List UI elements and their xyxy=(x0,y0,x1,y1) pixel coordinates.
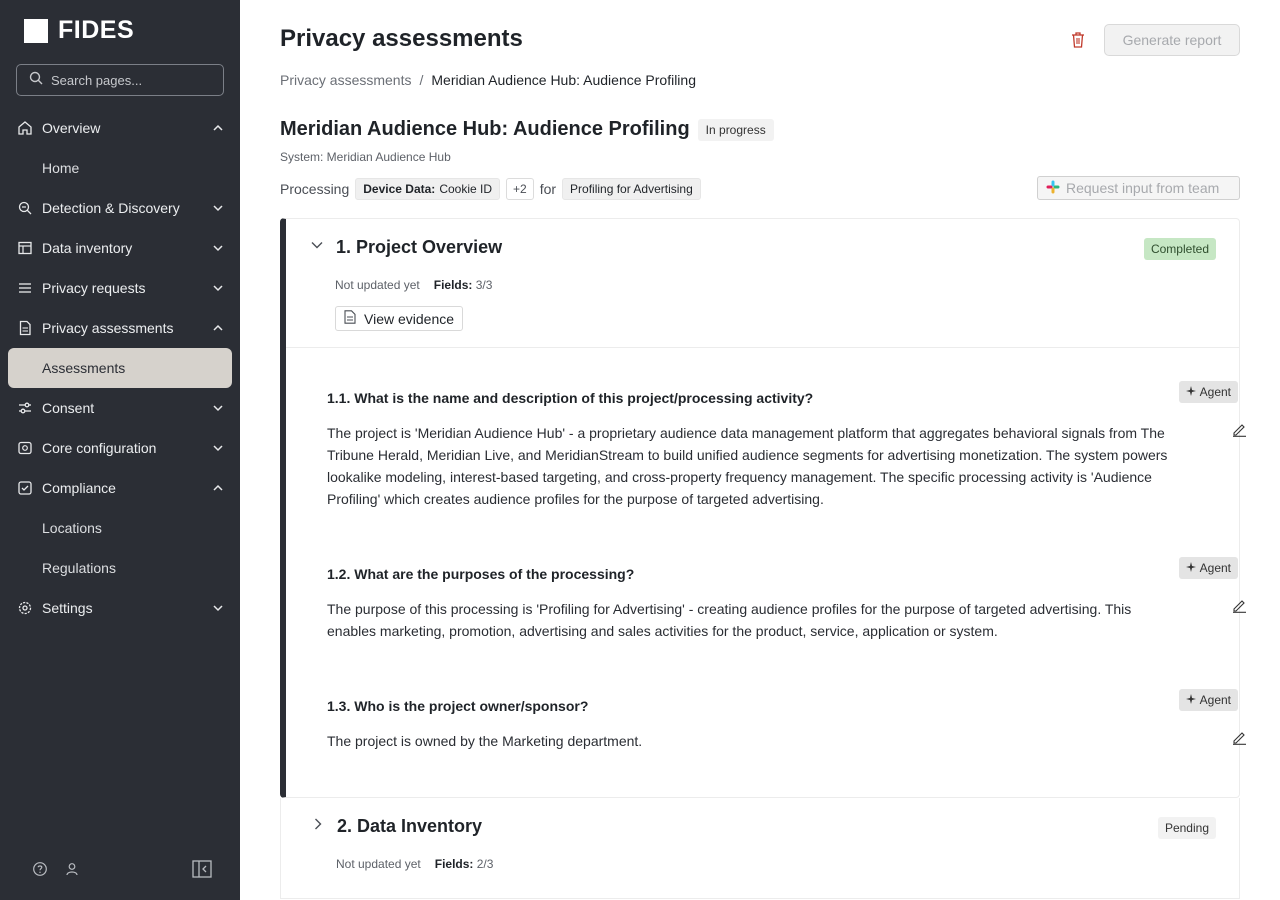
sidebar-item-assessments[interactable] xyxy=(8,348,232,388)
purpose-chip: Profiling for Advertising xyxy=(562,178,701,200)
sidebar-item-consent[interactable] xyxy=(0,388,240,428)
sidebar-item-label: Home xyxy=(42,160,80,176)
radar-icon xyxy=(16,199,34,217)
view-evidence-label: View evidence xyxy=(364,310,455,327)
sidebar-item-core-configuration[interactable] xyxy=(0,428,240,468)
sparkle-icon xyxy=(1186,385,1196,399)
sidebar-item-regulations[interactable] xyxy=(0,548,240,588)
sidebar-footer xyxy=(32,860,212,878)
sidebar-item-label: Compliance xyxy=(42,480,116,496)
assessment-header xyxy=(280,118,774,141)
answer-text: The purpose of this processing is 'Profiling for Advertising' - creating audience profiles for the purpose of targeted advertising. This enables marketing, promotion, advertising and sales activities for the product, service, application or system. xyxy=(327,601,1132,639)
list-icon xyxy=(16,279,34,297)
sidebar-item-home[interactable] xyxy=(0,148,240,188)
breadcrumb-separator: / xyxy=(419,72,424,88)
fields-count xyxy=(435,857,494,871)
question-title: 1.3. Who is the project owner/sponsor? xyxy=(327,698,589,714)
edit-icon[interactable] xyxy=(1232,730,1247,750)
fields-label: Fields: xyxy=(434,857,474,871)
sidebar-item-privacy-requests[interactable] xyxy=(0,268,240,308)
agent-badge xyxy=(1179,689,1238,711)
document-icon xyxy=(344,310,356,327)
sidebar-item-label: Assessments xyxy=(42,360,126,376)
collapse-sidebar-icon[interactable] xyxy=(192,860,212,878)
sidebar-item-label: Settings xyxy=(42,600,93,616)
request-input-button[interactable] xyxy=(1037,176,1240,200)
section-project-overview xyxy=(280,218,1240,798)
chevron-down-icon[interactable] xyxy=(212,241,224,257)
section-data-inventory xyxy=(280,798,1240,899)
search-input[interactable] xyxy=(51,73,221,88)
delete-icon[interactable] xyxy=(1070,31,1086,54)
sidebar-item-label: Privacy assessments xyxy=(42,320,174,336)
section-header[interactable] xyxy=(310,237,502,258)
system-label: System: Meridian Audience Hub xyxy=(280,150,451,164)
chevron-down-icon[interactable] xyxy=(310,238,324,257)
user-icon[interactable] xyxy=(64,861,80,877)
sidebar-item-label: Regulations xyxy=(42,560,116,576)
sidebar-nav xyxy=(0,108,240,628)
sidebar-item-label: Core configuration xyxy=(42,440,157,456)
chevron-up-icon[interactable] xyxy=(212,321,224,337)
sidebar-item-data-inventory[interactable] xyxy=(0,228,240,268)
divider xyxy=(286,347,1239,348)
sidebar-item-label: Locations xyxy=(42,520,102,536)
chevron-up-icon[interactable] xyxy=(212,121,224,137)
status-badge: Pending xyxy=(1158,817,1216,839)
edit-icon[interactable] xyxy=(1232,422,1247,442)
section-meta xyxy=(335,278,492,292)
agent-badge xyxy=(1179,381,1238,403)
sidebar xyxy=(0,0,240,900)
more-categories-chip[interactable]: +2 xyxy=(506,178,534,200)
checklist-icon xyxy=(16,479,34,497)
sidebar-item-overview[interactable] xyxy=(0,108,240,148)
sidebar-item-privacy-assessments[interactable] xyxy=(0,308,240,348)
page-title: Privacy assessments xyxy=(280,25,523,52)
sidebar-item-label: Overview xyxy=(42,120,101,136)
updated-label: Not updated yet xyxy=(336,857,421,871)
question-1-1 xyxy=(327,385,1231,510)
breadcrumb xyxy=(280,72,696,88)
sidebar-item-detection-discovery[interactable] xyxy=(0,188,240,228)
agent-label: Agent xyxy=(1199,385,1231,399)
sidebar-item-compliance[interactable] xyxy=(0,468,240,508)
logo-mark xyxy=(24,19,48,43)
table-icon xyxy=(16,239,34,257)
fields-label: Fields: xyxy=(433,278,473,292)
search-box[interactable] xyxy=(16,64,224,96)
question-title: 1.2. What are the purposes of the processing? xyxy=(327,566,635,582)
assessment-title: Meridian Audience Hub: Audience Profiling xyxy=(280,118,690,140)
chevron-down-icon[interactable] xyxy=(212,201,224,217)
sparkle-icon xyxy=(1186,693,1196,707)
section-title: 2. Data Inventory xyxy=(337,816,483,836)
answer-text: The project is 'Meridian Audience Hub' - a proprietary audience data management platform that aggregates behavioral signals from The Tribune Herald, Meridian Live, and MeridianStream to build unified audience segments for advertising monetization. The system powers lookalike modeling, interest-based targeting, and cross-property frequency management. The specific processing activity is 'Audience Profiling' which creates audience profiles for the purpose of targeted advertising. xyxy=(327,425,1168,507)
agent-label: Agent xyxy=(1199,693,1231,707)
section-meta xyxy=(336,857,493,871)
fields-count xyxy=(434,278,493,292)
edit-icon[interactable] xyxy=(1232,598,1247,618)
section-header[interactable] xyxy=(311,816,482,837)
data-category-chip xyxy=(355,178,500,200)
fields-value: 3/3 xyxy=(475,278,493,292)
agent-label: Agent xyxy=(1199,561,1231,575)
sparkle-icon xyxy=(1186,561,1196,575)
sidebar-item-label: Detection & Discovery xyxy=(42,200,180,216)
chevron-right-icon[interactable] xyxy=(311,817,325,836)
updated-label: Not updated yet xyxy=(335,278,420,292)
section-title: 1. Project Overview xyxy=(336,237,503,257)
slack-icon xyxy=(1046,180,1060,197)
search-icon xyxy=(29,71,43,90)
fides-logo[interactable] xyxy=(24,16,134,45)
processing-summary xyxy=(280,178,701,200)
chevron-down-icon[interactable] xyxy=(212,601,224,617)
sidebar-item-settings[interactable] xyxy=(0,588,240,628)
request-input-label: Request input from team xyxy=(1066,180,1220,196)
sliders-icon xyxy=(16,399,34,417)
data-category-key: Device Data: xyxy=(363,182,436,196)
sidebar-item-label: Data inventory xyxy=(42,240,133,256)
breadcrumb-current: Meridian Audience Hub: Audience Profiling xyxy=(431,72,696,88)
status-badge: Completed xyxy=(1144,238,1216,260)
fields-value: 2/3 xyxy=(476,857,494,871)
chevron-up-icon[interactable] xyxy=(212,481,224,497)
question-1-2 xyxy=(327,561,1231,642)
answer-text: The project is owned by the Marketing department. xyxy=(327,733,643,749)
chevron-down-icon[interactable] xyxy=(212,441,224,457)
data-category-value: Cookie ID xyxy=(439,182,492,196)
question-1-3 xyxy=(327,693,1231,752)
question-title: 1.1. What is the name and description of this project/processing activity? xyxy=(327,390,814,406)
main-content xyxy=(240,0,1280,900)
config-icon xyxy=(16,439,34,457)
help-icon[interactable] xyxy=(32,861,48,877)
gear-icon xyxy=(16,599,34,617)
logo-text: FIDES xyxy=(58,16,135,44)
breadcrumb-link[interactable]: Privacy assessments xyxy=(280,72,412,88)
sidebar-item-label: Privacy requests xyxy=(42,280,146,296)
chevron-down-icon[interactable] xyxy=(212,281,224,297)
home-icon xyxy=(16,119,34,137)
agent-badge xyxy=(1179,557,1238,579)
status-badge: In progress xyxy=(698,119,774,141)
for-label: for xyxy=(539,181,557,197)
chevron-down-icon[interactable] xyxy=(212,401,224,417)
document-icon xyxy=(16,319,34,337)
sidebar-item-label: Consent xyxy=(42,400,95,416)
processing-label: Processing xyxy=(280,181,350,197)
generate-report-button[interactable]: Generate report xyxy=(1104,24,1240,56)
sidebar-item-locations[interactable] xyxy=(0,508,240,548)
view-evidence-button[interactable] xyxy=(335,306,463,331)
